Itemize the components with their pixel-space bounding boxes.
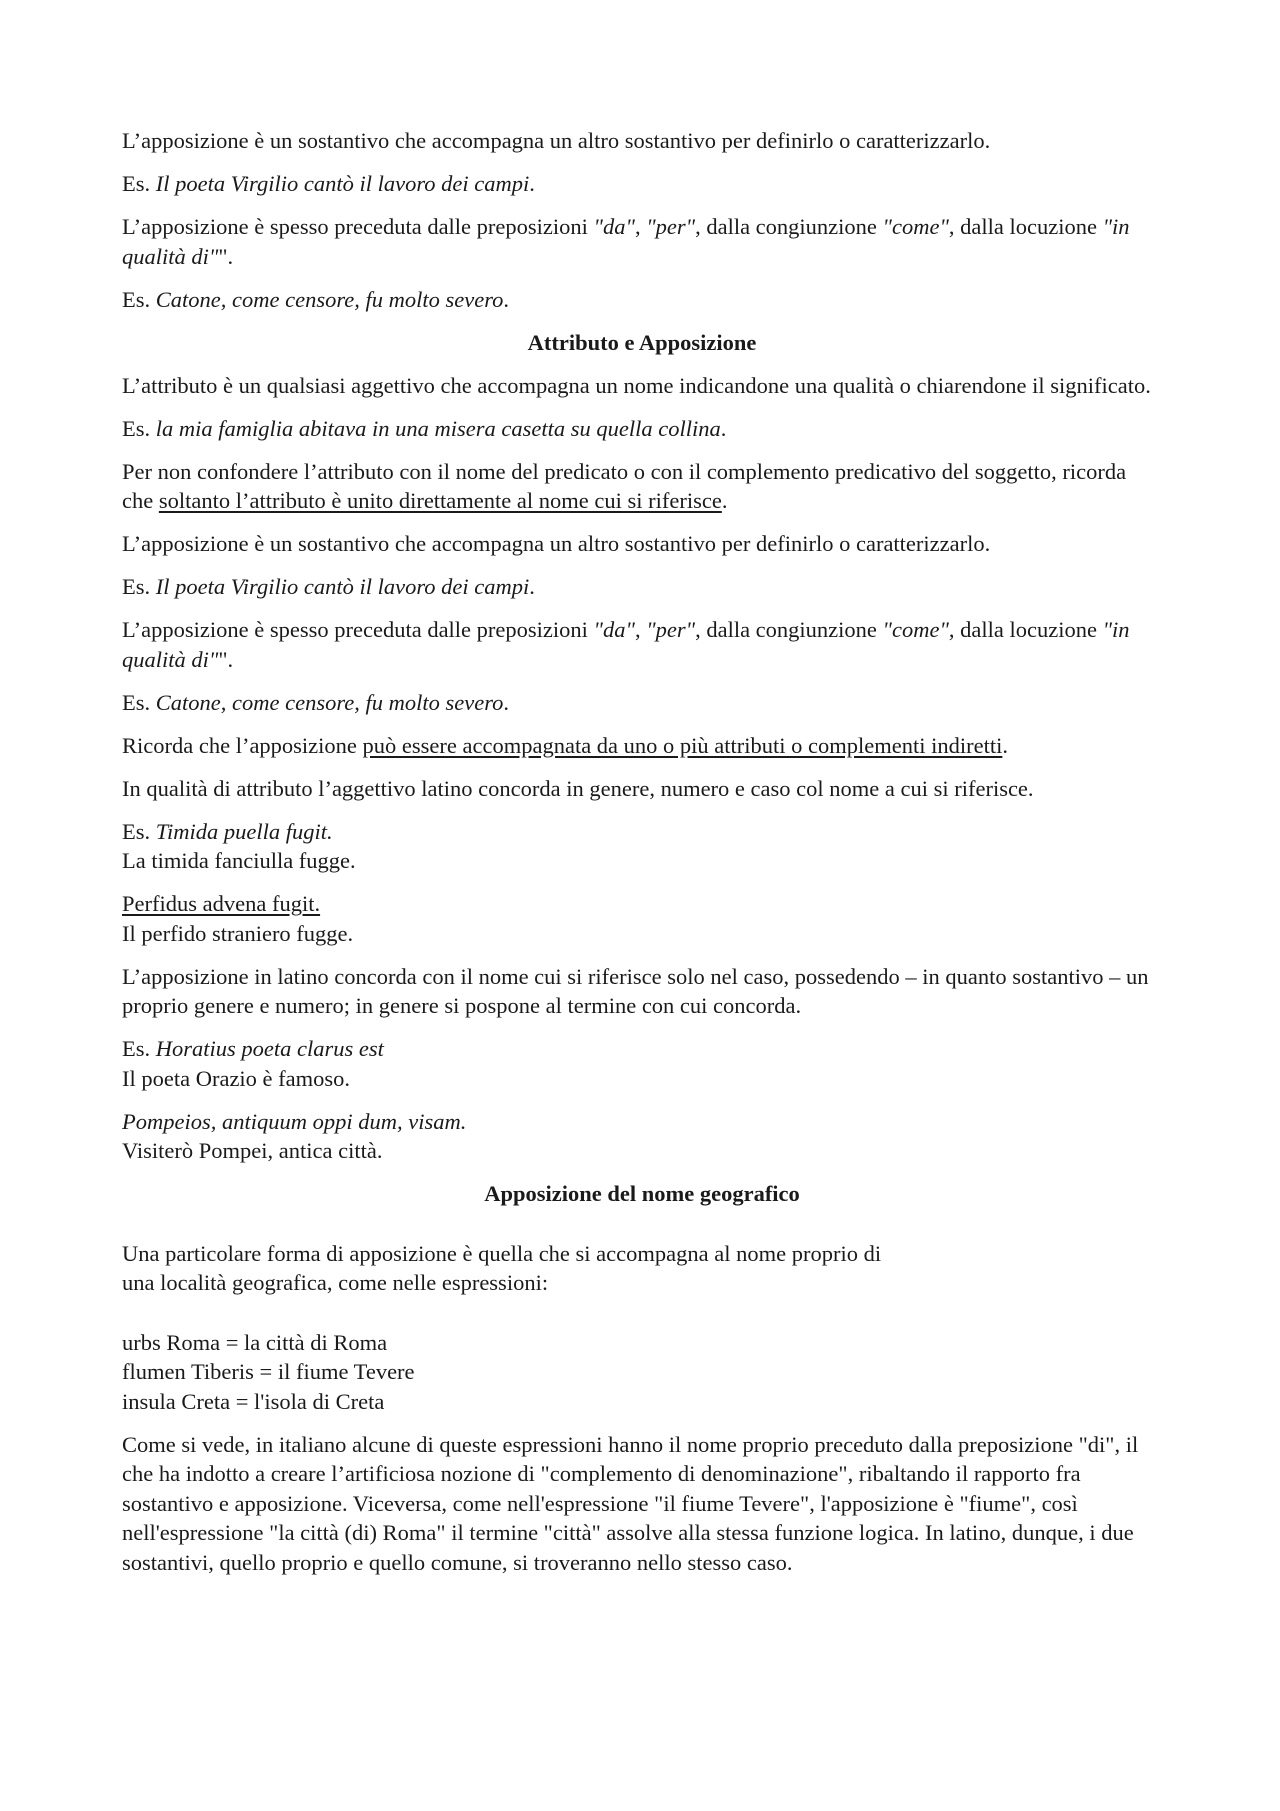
italic-term: "come" [882,617,949,642]
text-segment: , dalla locuzione [948,214,1103,239]
example-suffix: . [529,171,535,196]
paragraph-conclusion: Come si vede, in italiano alcune di queste espressioni hanno il nome proprio preceduto dalla preposizione "di", il che ha indotto a creare l’artificiosa nozione di "complemento di denominazione", ribaltando il rapporto fra sostantivo e apposizione. Viceversa, come nell'espressione "il fiume Tevere", l'apposizione è "fiume", così nell'espressione "la città (di) Roma" il termine "città" assolve alla stessa funzione logica. In latino, dunque, i due sostantivi, quello proprio e quello comune, si troveranno nello stesso caso. [122,1431,1139,1575]
example-suffix: . [503,286,509,312]
paragraph-geografico-intro [122,1239,1162,1298]
text-segment: , dalla locuzione [948,617,1103,642]
expression-item: insula Creta = l'isola di Creta [122,1388,385,1414]
paragraph-attributo-rule [122,457,1162,516]
underlined-text: soltanto l’attributo è unito direttamente al nome cui si riferisce [158,488,722,513]
example-latin: Timida puella fugit. [155,818,333,844]
italic-term: "in qualità di" [122,214,1130,269]
paragraph-example-pompeios [122,1107,1162,1166]
example-translation: Il poeta Orazio è famoso. [122,1065,351,1091]
expression-item: urbs Roma = la città di Roma [122,1329,388,1355]
text-segment: . [721,488,728,513]
example-translation: Visiterò Pompei, antica città. [122,1138,383,1163]
italic-term: "da" [593,214,635,239]
text-segment: ". [218,243,234,269]
paragraph-apposizione-latino: L’apposizione in latino concorda con il nome cui si riferisce solo nel caso, possedendo – in quanto sostantivo – un proprio genere e numero; in genere si pospone al termine con cui concorda. [122,963,1149,1018]
text-line: una località geografica, come nelle espressioni: [122,1270,549,1295]
expressions-list [122,1328,1162,1417]
text-segment: Per non confondere l’attributo con il nome del predicato o con il complemento predicativo del soggetto, ricorda che [122,458,1127,513]
text-segment: , [634,617,647,642]
example-prefix: Es. [122,689,156,715]
paragraph-definition: L’apposizione è un sostantivo che accompagna un altro sostantivo per definirlo o caratterizzarlo. [122,128,991,153]
paragraph-prepositions-repeat [122,615,1162,674]
document-page [122,126,1162,1591]
italic-term: "come" [882,214,949,239]
paragraph-apposizione-attributi [122,731,1162,761]
paragraph-definition-repeat: L’apposizione è un sostantivo che accompagna un altro sostantivo per definirlo o caratterizzarlo. [122,531,991,556]
paragraph-example-perfidus [122,889,1162,948]
example-text: Catone, come censore, fu molto severo [155,286,504,312]
example-suffix: . [529,574,535,599]
text-segment: L’apposizione è spesso preceduta dalle preposizioni [122,214,594,239]
example-text: Il poeta Virgilio cantò il lavoro dei campi [155,171,530,196]
section-heading-attributo: Attributo e Apposizione [527,329,757,355]
paragraph-example-catone-repeat [122,688,1162,718]
italic-term: "per" [646,617,696,642]
text-line: Una particolare forma di apposizione è quella che si accompagna al nome proprio di [122,1240,882,1266]
example-latin: Pompeios, antiquum oppi dum, visam. [122,1108,467,1134]
italic-term: "da" [593,617,635,642]
example-translation: Il perfido straniero fugge. [122,920,354,946]
paragraph-example-famiglia [122,414,1162,444]
paragraph-example-catone [122,285,1162,315]
example-latin: Horatius poeta clarus est [155,1036,384,1061]
example-prefix: Es. [122,1036,156,1061]
paragraph-attributo-latino: In qualità di attributo l’aggettivo latino concorda in genere, numero e caso col nome a cui si riferisce. [122,775,1034,801]
text-segment: , dalla congiunzione [695,214,883,239]
paragraph-attributo-definition: L’attributo è un qualsiasi aggettivo che accompagna un nome indicandone una qualità o chiarendone il significato. [122,372,1151,398]
text-segment: , [634,214,647,239]
example-prefix: Es. [122,574,156,599]
underlined-text: può essere accompagnata da uno o più attributi o complementi indiretti [362,732,1003,758]
example-latin: Perfidus advena fugit. [122,891,321,916]
italic-term: "in qualità di" [122,617,1130,672]
paragraph-example-timida [122,817,1162,876]
text-segment: ". [218,646,234,672]
text-segment: , dalla congiunzione [695,617,883,642]
example-suffix: . [503,689,509,715]
section-heading-geografico: Apposizione del nome geografico [484,1181,800,1206]
paragraph-example-horatius [122,1034,1162,1093]
example-translation: La timida fanciulla fugge. [122,848,356,873]
example-suffix: . [720,415,727,441]
paragraph-example-virgilio [122,169,1162,199]
italic-term: "per" [646,214,696,239]
example-prefix: Es. [122,171,156,196]
expression-item: flumen Tiberis = il fiume Tevere [122,1359,415,1384]
paragraph-example-virgilio-repeat [122,572,1162,602]
example-text: Catone, come censore, fu molto severo [155,689,504,715]
text-segment: L’apposizione è spesso preceduta dalle preposizioni [122,617,594,642]
example-prefix: Es. [122,286,156,312]
example-text: la mia famiglia abitava in una misera casetta su quella collina [155,415,721,441]
example-prefix: Es. [122,818,156,844]
example-prefix: Es. [122,415,156,441]
example-text: Il poeta Virgilio cantò il lavoro dei campi [155,574,530,599]
paragraph-prepositions [122,212,1162,271]
text-segment: Ricorda che l’apposizione [122,732,363,758]
text-segment: . [1002,732,1008,758]
